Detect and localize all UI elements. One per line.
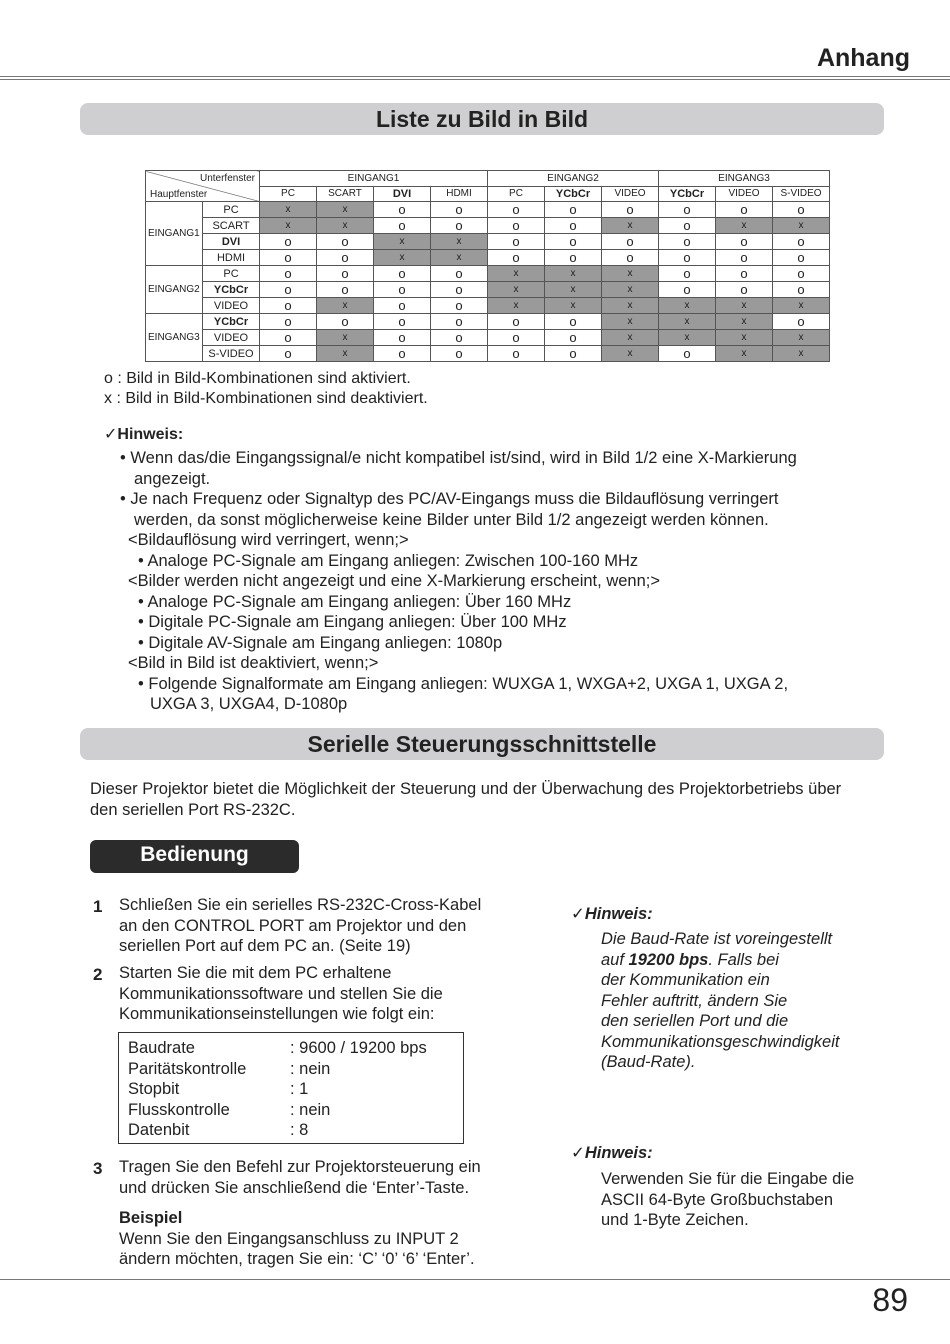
table-cell: o <box>317 250 374 266</box>
table-cell: x <box>602 218 659 234</box>
table-row <box>146 202 830 218</box>
row-label: PC <box>203 266 260 282</box>
table-cell: o <box>773 234 830 250</box>
table-cell: o <box>260 346 317 362</box>
table-cell: x <box>773 298 830 314</box>
column-header: S-VIDEO <box>773 186 830 202</box>
step-text <box>119 1157 481 1198</box>
example-line: Wenn Sie den Eingangsanschluss zu INPUT 2 <box>119 1229 459 1248</box>
subsection-title: Bedienung <box>90 840 299 873</box>
table-cell: o <box>260 282 317 298</box>
table-cell: x <box>488 298 545 314</box>
table-cell: o <box>488 234 545 250</box>
table-cell: o <box>488 330 545 346</box>
table-cell: o <box>773 314 830 330</box>
table-cell: o <box>374 330 431 346</box>
note2-line: und 1-Byte Zeichen. <box>601 1211 749 1229</box>
example-title: Beispiel <box>119 1209 183 1227</box>
table-cell: o <box>716 282 773 298</box>
note1-body <box>601 929 839 1073</box>
corner-mainwindow-label: Hauptfenster <box>150 189 208 201</box>
table-cell: o <box>773 282 830 298</box>
note-line: • Wenn das/die Eingangssignal/e nicht kompatibel ist/sind, wird in Bild 1/2 eine X-Markierung <box>120 449 797 467</box>
table-cell: o <box>602 250 659 266</box>
table-cell: x <box>317 202 374 218</box>
example-line: ändern möchten, tragen Sie ein: ‘C’ ‘0’ ‘6’ ‘Enter’. <box>119 1250 475 1268</box>
settings-row <box>128 1059 427 1080</box>
table-cell: x <box>488 282 545 298</box>
table-cell: o <box>260 314 317 330</box>
group-header: EINGANG3 <box>659 171 830 187</box>
intro-line: Dieser Projektor bietet die Möglichkeit der Steuerung und der Überwachung des Projektorbetriebs über <box>90 780 842 798</box>
step-text <box>119 963 443 1025</box>
column-header: SCART <box>317 186 374 202</box>
note1-line: der Kommunikation ein <box>601 971 770 989</box>
table-cell: o <box>773 202 830 218</box>
table-row <box>146 218 830 234</box>
table-cell: x <box>260 202 317 218</box>
note1-baud: 19200 bps <box>628 950 709 969</box>
table-cell: o <box>317 282 374 298</box>
table-cell: o <box>317 234 374 250</box>
note2-title: Hinweis: <box>584 1144 653 1162</box>
note-line: • Je nach Frequenz oder Signaltyp des PC/AV-Eingangs muss die Bildauflösung verringert <box>120 490 779 508</box>
table-cell: o <box>545 202 602 218</box>
note2-heading <box>571 1143 653 1163</box>
note-heading <box>104 424 183 444</box>
note1-title: Hinweis: <box>584 905 653 923</box>
table-cell: x <box>431 250 488 266</box>
intro-line: den seriellen Port RS-232C. <box>90 800 296 819</box>
step-line: an den CONTROL PORT am Projektor und den <box>119 916 467 935</box>
table-cell: o <box>317 314 374 330</box>
step-line: Tragen Sie den Befehl zur Projektorsteuerung ein <box>119 1158 481 1176</box>
settings-list <box>128 1038 427 1141</box>
check-icon: ✓ <box>571 1144 585 1162</box>
table-row <box>146 250 830 266</box>
table-cell: x <box>716 314 773 330</box>
table-cell: o <box>488 314 545 330</box>
table-cell: o <box>773 266 830 282</box>
note-line: • Analoge PC-Signale am Eingang anliegen: Zwischen 100-160 MHz <box>138 551 639 570</box>
table-cell: o <box>716 202 773 218</box>
table-cell: o <box>431 298 488 314</box>
table-cell: o <box>374 346 431 362</box>
table-cell: x <box>659 298 716 314</box>
row-label: YCbCr <box>203 282 260 298</box>
note1-line: den seriellen Port und die <box>601 1012 789 1030</box>
table-cell: o <box>488 346 545 362</box>
note-line: • Analoge PC-Signale am Eingang anliegen: Über 160 MHz <box>138 592 572 611</box>
section-title-pip: Liste zu Bild in Bild <box>80 103 884 135</box>
table-cell: x <box>659 314 716 330</box>
table-cell: o <box>374 218 431 234</box>
table-cell: o <box>488 218 545 234</box>
row-label: YCbCr <box>203 314 260 330</box>
table-cell: x <box>773 218 830 234</box>
table-cell: x <box>716 218 773 234</box>
table-cell: o <box>260 250 317 266</box>
table-cell: x <box>602 346 659 362</box>
table-cell: x <box>602 298 659 314</box>
header-rule-2 <box>0 79 950 80</box>
group-header: EINGANG1 <box>260 171 488 187</box>
row-label: PC <box>203 202 260 218</box>
table-cell: o <box>260 330 317 346</box>
table-row <box>146 234 830 250</box>
step-line: seriellen Port auf dem PC an. (Seite 19) <box>119 937 411 955</box>
settings-value: : 9600 / 19200 bps <box>290 1039 427 1057</box>
table-cell: o <box>431 330 488 346</box>
table-cell: o <box>374 298 431 314</box>
note-line: <Bilder werden nicht angezeigt und eine X-Markierung erscheint, wenn;> <box>128 572 660 590</box>
table-cell: x <box>317 298 374 314</box>
table-cell: x <box>545 298 602 314</box>
column-header: PC <box>488 186 545 202</box>
table-cell: o <box>659 282 716 298</box>
settings-key: Stopbit <box>128 1080 180 1098</box>
legend-x: x : Bild in Bild-Kombinationen sind deaktiviert. <box>104 390 428 407</box>
note1-text: . Falls bei <box>708 950 779 969</box>
table-cell: o <box>431 218 488 234</box>
chapter-title: Anhang <box>816 44 910 72</box>
table-cell: x <box>716 346 773 362</box>
note1-line: Kommunikationsgeschwindigkeit <box>601 1032 840 1051</box>
row-label: SCART <box>203 218 260 234</box>
table-cell: o <box>545 218 602 234</box>
page-number: 89 <box>872 1282 908 1318</box>
table-cell: o <box>716 266 773 282</box>
note-title: Hinweis: <box>117 426 184 443</box>
table-cell: x <box>602 314 659 330</box>
settings-value: : nein <box>290 1100 331 1119</box>
note-line: <Bildauflösung wird verringert, wenn;> <box>128 531 409 549</box>
table-cell: x <box>602 330 659 346</box>
note-line: UXGA 3, UXGA4, D-1080p <box>150 695 348 713</box>
table-cell: x <box>260 218 317 234</box>
step-text <box>119 895 481 957</box>
check-icon: ✓ <box>104 426 118 443</box>
table-cell: x <box>602 266 659 282</box>
table-cell: x <box>716 330 773 346</box>
settings-key: Flusskontrolle <box>128 1100 230 1119</box>
table-cell: o <box>545 330 602 346</box>
column-header: HDMI <box>431 186 488 202</box>
row-label: VIDEO <box>203 330 260 346</box>
table-row <box>146 298 830 314</box>
group-header: EINGANG2 <box>488 171 659 187</box>
table-cell: o <box>431 282 488 298</box>
table-cell: o <box>260 298 317 314</box>
note1-text: auf <box>601 950 629 969</box>
note2-line: Verwenden Sie für die Eingabe die <box>601 1170 855 1188</box>
table-cell: o <box>431 346 488 362</box>
table-row <box>146 346 830 362</box>
table-cell: o <box>374 314 431 330</box>
table-cell: x <box>317 346 374 362</box>
column-header: YCbCr <box>545 186 602 202</box>
note2-line: ASCII 64-Byte Großbuchstaben <box>601 1190 834 1209</box>
settings-row <box>128 1100 427 1121</box>
step-line: Kommunikationssoftware und stellen Sie die <box>119 984 443 1003</box>
column-header: VIDEO <box>602 186 659 202</box>
note-line: • Digitale PC-Signale am Eingang anliegen: Über 100 MHz <box>138 613 567 631</box>
table-cell: o <box>716 234 773 250</box>
table-cell: o <box>374 202 431 218</box>
serial-intro <box>90 779 841 820</box>
settings-key: Datenbit <box>128 1121 190 1139</box>
settings-row <box>128 1079 427 1100</box>
column-header: PC <box>260 186 317 202</box>
table-cell: x <box>374 234 431 250</box>
step-line: Kommunikationseinstellungen wie folgt ein: <box>119 1005 435 1023</box>
table-cell: x <box>374 250 431 266</box>
table-cell: o <box>545 250 602 266</box>
table-row <box>146 314 830 330</box>
table-cell: o <box>602 234 659 250</box>
legend-o: o : Bild in Bild-Kombinationen sind aktiviert. <box>104 370 411 387</box>
table-row <box>146 282 830 298</box>
table-cell: o <box>659 202 716 218</box>
row-label: S-VIDEO <box>203 346 260 362</box>
column-header: YCbCr <box>659 186 716 202</box>
header-rule <box>0 76 950 77</box>
table-cell: o <box>602 202 659 218</box>
step-line: und drücken Sie anschließend die ‘Enter’-Taste. <box>119 1178 470 1197</box>
table-cell: o <box>260 234 317 250</box>
settings-box <box>118 1032 464 1144</box>
table-cell: o <box>545 314 602 330</box>
column-header: VIDEO <box>716 186 773 202</box>
row-label: VIDEO <box>203 298 260 314</box>
table-cell: o <box>431 202 488 218</box>
note1-line: Fehler auftritt, ändern Sie <box>601 991 788 1010</box>
settings-row <box>128 1120 427 1141</box>
table-cell: o <box>545 346 602 362</box>
table-cell: x <box>488 266 545 282</box>
note-body <box>120 448 797 715</box>
table-cell: o <box>659 346 716 362</box>
table-cell: o <box>317 266 374 282</box>
row-group-label: EINGANG1 <box>146 202 203 266</box>
check-icon: ✓ <box>571 905 585 923</box>
table-cell: x <box>773 346 830 362</box>
table-corner <box>146 171 260 202</box>
table-cell: x <box>602 282 659 298</box>
note1-line <box>601 950 839 971</box>
table-cell: o <box>659 218 716 234</box>
note1-heading <box>571 904 653 924</box>
note2-body <box>601 1169 854 1231</box>
table-cell: o <box>431 266 488 282</box>
table-row <box>146 330 830 346</box>
corner-subwindow-label: Unterfenster <box>199 173 255 184</box>
table-row <box>146 266 830 282</box>
column-header: DVI <box>374 186 431 202</box>
settings-row <box>128 1038 427 1059</box>
footer-rule <box>0 1279 950 1280</box>
settings-key: Baudrate <box>128 1039 195 1057</box>
table-cell: o <box>716 250 773 266</box>
table-cell: o <box>431 314 488 330</box>
table-cell: o <box>488 202 545 218</box>
table-cell: o <box>659 250 716 266</box>
table-cell: o <box>374 282 431 298</box>
row-group-label: EINGANG3 <box>146 314 203 362</box>
row-label: DVI <box>203 234 260 250</box>
note1-line: Die Baud-Rate ist voreingestellt <box>601 930 833 948</box>
table-cell: x <box>716 298 773 314</box>
settings-value: : 8 <box>290 1121 309 1139</box>
example <box>119 1208 475 1270</box>
note-line: • Folgende Signalformate am Eingang anliegen: WUXGA 1, WXGA+2, UXGA 1, UXGA 2, <box>138 674 789 693</box>
pip-compatibility-table <box>145 170 830 362</box>
section-title-serial: Serielle Steuerungsschnittstelle <box>80 728 884 760</box>
table-cell: o <box>488 250 545 266</box>
table-cell: o <box>374 266 431 282</box>
table-cell: o <box>545 234 602 250</box>
table-cell: x <box>431 234 488 250</box>
step-number: 2 <box>93 965 103 984</box>
settings-key: Paritätskontrolle <box>128 1059 247 1078</box>
note-line: <Bild in Bild ist deaktiviert, wenn;> <box>128 654 379 672</box>
table-cell: x <box>773 330 830 346</box>
table-cell: x <box>545 282 602 298</box>
table-cell: o <box>773 250 830 266</box>
step-number: 1 <box>93 897 103 916</box>
settings-value: : nein <box>290 1059 331 1078</box>
settings-value: : 1 <box>290 1080 309 1098</box>
note-line: angezeigt. <box>134 469 211 488</box>
note-line: • Digitale AV-Signale am Eingang anliegen: 1080p <box>138 633 503 652</box>
note-line: werden, da sonst möglicherweise keine Bilder unter Bild 1/2 angezeigt werden können. <box>134 510 769 529</box>
table-cell: x <box>317 218 374 234</box>
step-number: 3 <box>93 1159 103 1178</box>
table-cell: o <box>659 266 716 282</box>
row-label: HDMI <box>203 250 260 266</box>
table-cell: x <box>317 330 374 346</box>
step-line: Schließen Sie ein serielles RS-232C-Cross-Kabel <box>119 896 482 914</box>
step-line: Starten Sie die mit dem PC erhaltene <box>119 964 392 982</box>
table-cell: o <box>659 234 716 250</box>
table-cell: x <box>659 330 716 346</box>
row-group-label: EINGANG2 <box>146 266 203 314</box>
table-cell: o <box>260 266 317 282</box>
table-cell: x <box>545 266 602 282</box>
note1-line: (Baud-Rate). <box>601 1053 696 1071</box>
